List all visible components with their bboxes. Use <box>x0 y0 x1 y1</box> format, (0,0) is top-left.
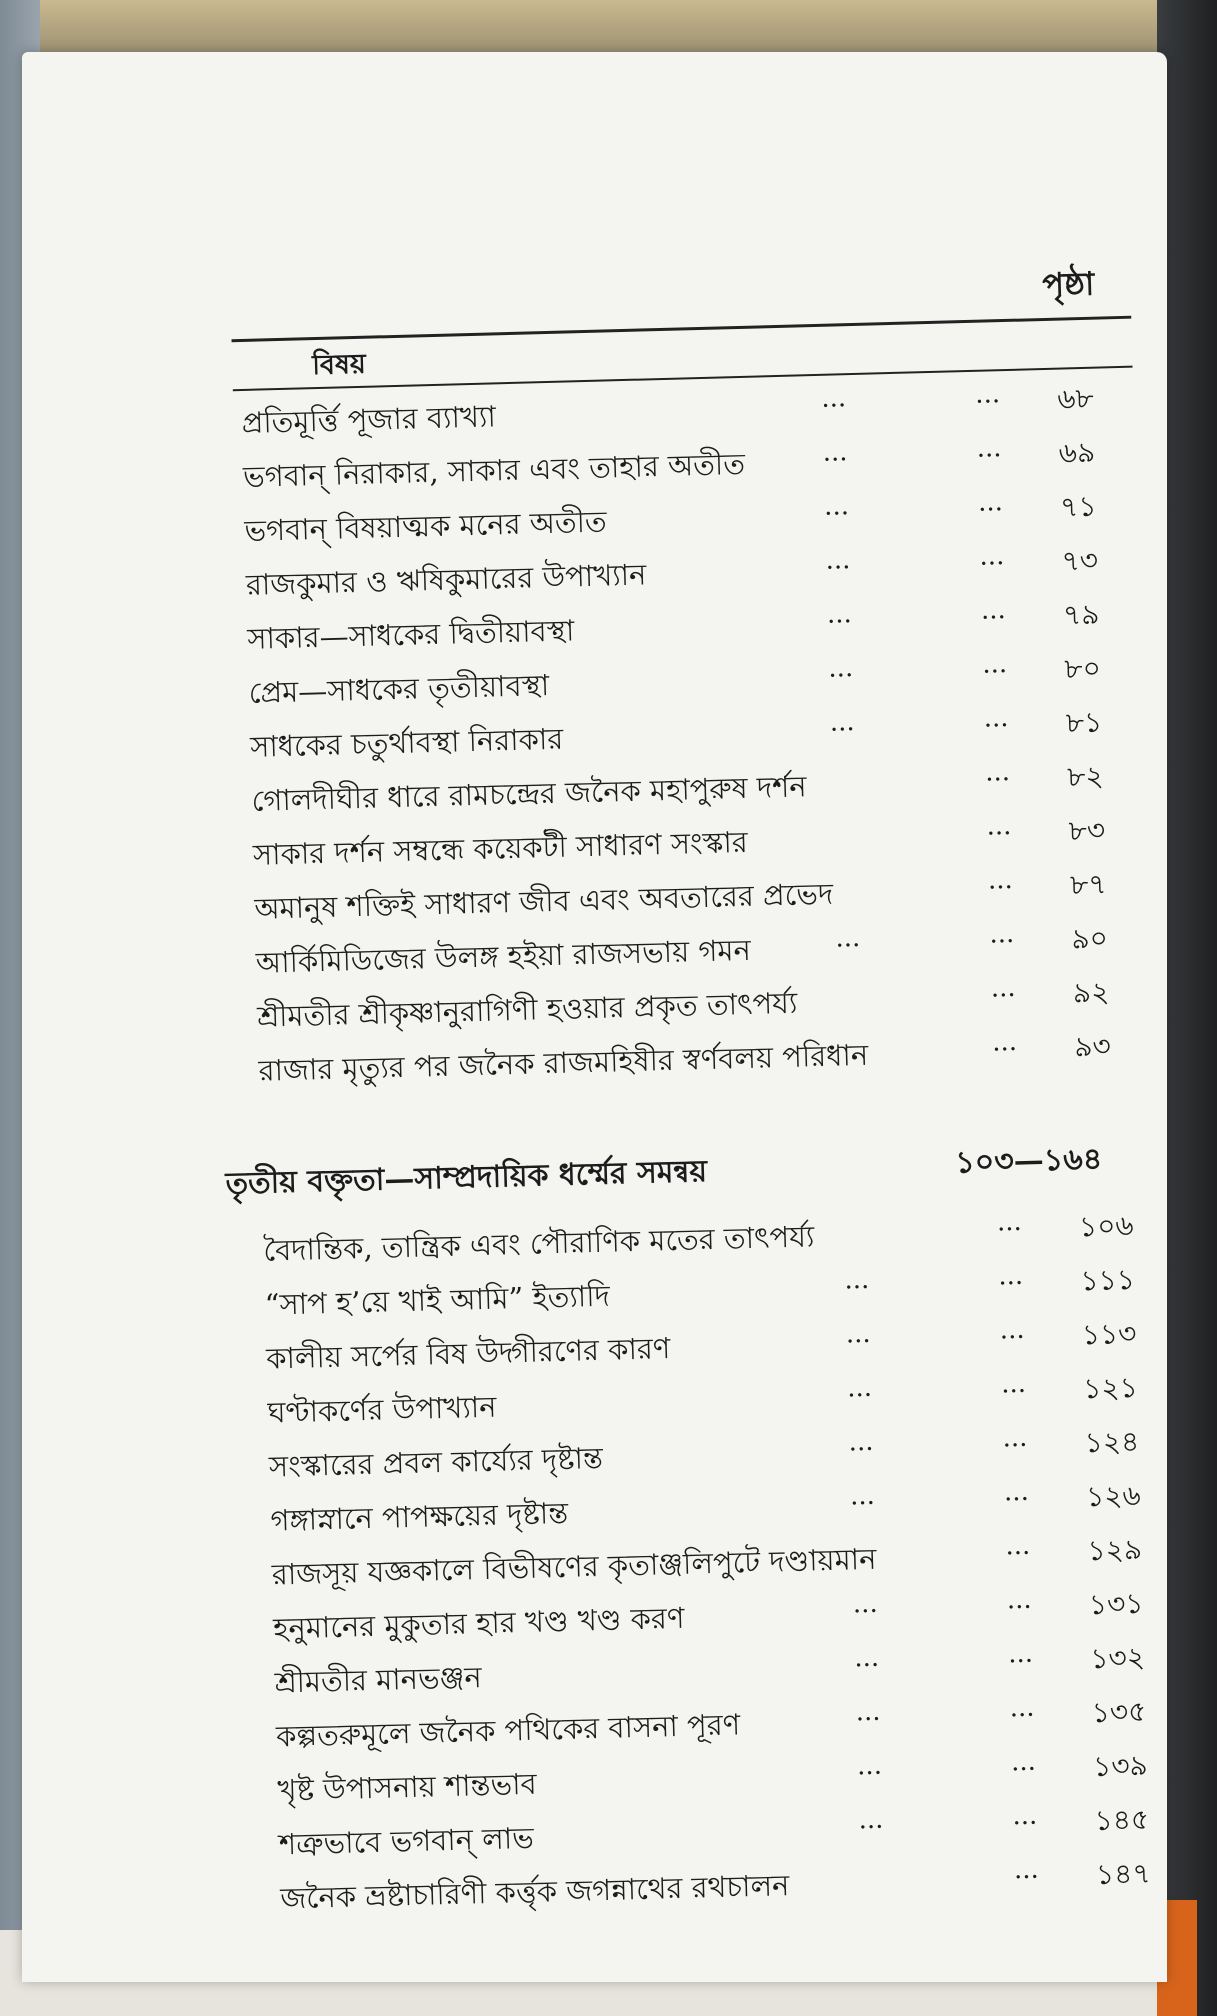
leader-dots: ... <box>1004 1530 1031 1562</box>
leader-dots: ... <box>858 1804 884 1836</box>
leader-dots: ... <box>1003 1476 1030 1508</box>
topic-column-header: বিষয় <box>311 348 367 382</box>
leader-dots: ... <box>976 433 1002 464</box>
leader-dots: ... <box>974 379 1001 410</box>
leader-dots: ... <box>1000 1368 1027 1400</box>
entry-title: গঙ্গাস্নানে পাপক্ষয়ের দৃষ্টান্ত <box>270 1495 569 1538</box>
leader-dots: ... <box>823 491 850 522</box>
entry-page-number: ১১১ <box>1080 1262 1136 1298</box>
entry-title: শত্রুভাবে ভগবান্ লাভ <box>278 1820 535 1862</box>
leader-dots: ... <box>986 811 1012 842</box>
entry-title: বৈদান্তিক, তান্ত্রিক এবং পৌরাণিক মতের তাৎপর্য্য <box>262 1219 815 1268</box>
leader-dots: ... <box>984 757 1011 788</box>
entry-page-number: ৭৯ <box>1062 597 1100 632</box>
entry-page-number: ৮১ <box>1065 705 1103 740</box>
leader-dots: ... <box>835 923 861 954</box>
entry-title: সাধকের চতুর্থাবস্থা নিরাকার <box>249 721 564 764</box>
leader-dots: ... <box>1007 1638 1034 1670</box>
entry-page-number: ৮৭ <box>1069 867 1107 902</box>
leader-dots: ... <box>843 1264 870 1296</box>
leader-dots: ... <box>1010 1746 1037 1778</box>
leader-dots: ... <box>848 1426 874 1458</box>
entry-title: সাকার দর্শন সম্বন্ধে কয়েকটী সাধারণ সংস্কার <box>252 824 749 872</box>
entry-page-number: ১২৯ <box>1087 1532 1143 1568</box>
entry-title: সাকার—সাধকের দ্বিতীয়াবস্থা <box>246 613 575 656</box>
leader-dots: ... <box>849 1480 876 1512</box>
page-column-header: পৃষ্ঠা <box>1041 264 1095 304</box>
toc-section-2 <box>227 1197 1175 1923</box>
table-of-contents <box>202 257 1151 1916</box>
entry-page-number: ৭৩ <box>1061 543 1099 578</box>
leader-dots: ... <box>991 1026 1018 1058</box>
section-page-range: ১০৩—১৬৪ <box>954 1141 1103 1181</box>
entry-title: আর্কিমিডিজের উলঙ্গ হইয়া রাজসভায় গমন <box>255 932 752 980</box>
leader-dots: ... <box>856 1750 883 1782</box>
entry-title: “সাপ হ’য়ে খাই আমি” ইত্যাদি <box>264 1278 611 1322</box>
book-page <box>22 52 1167 1982</box>
leader-dots: ... <box>845 1318 871 1350</box>
leader-dots: ... <box>825 545 851 576</box>
leader-dots: ... <box>996 1206 1023 1238</box>
entry-title: ভগবান্ বিষয়াত্মক মনের অতীত <box>244 504 608 548</box>
leader-dots: ... <box>997 1260 1024 1292</box>
toc-section-1 <box>205 370 1153 1096</box>
entry-title: প্রতিমূর্ত্তি পূজার ব্যাখ্যা <box>241 399 497 441</box>
entry-page-number: ৯০ <box>1071 921 1109 956</box>
leader-dots: ... <box>987 864 1014 896</box>
entry-page-number: ১৩৫ <box>1091 1694 1147 1730</box>
leader-dots: ... <box>979 541 1005 572</box>
leader-dots: ... <box>1013 1854 1040 1886</box>
entry-page-number: ৯৩ <box>1073 1029 1112 1064</box>
entry-title: রাজকুমার ও ঋষিকুমারের উপাখ্যান <box>245 557 647 602</box>
entry-page-number: ১২৪ <box>1084 1424 1140 1460</box>
entry-title: ভগবান্ নিরাকার, সাকার এবং তাহার অতীত <box>242 446 746 494</box>
entry-title: গোলদীঘীর ধারে রামচন্দ্রের জনৈক মহাপুরুষ দর্শন <box>251 769 807 818</box>
leader-dots: ... <box>853 1642 880 1674</box>
leader-dots: ... <box>1002 1422 1028 1454</box>
leader-dots: ... <box>846 1372 873 1404</box>
entry-page-number: ৬৯ <box>1058 435 1096 470</box>
entry-page-number: ১০৬ <box>1078 1208 1135 1244</box>
entry-title: শ্রীমতীর শ্রীকৃষ্ণানুরাগিণী হওয়ার প্রকৃত তাৎপর্য্য <box>256 985 798 1034</box>
leader-dots: ... <box>820 383 847 414</box>
entry-page-number: ৮০ <box>1063 651 1102 686</box>
entry-title: শ্রীমতীর মানভঞ্জন <box>274 1660 483 1700</box>
entry-page-number: ১২৬ <box>1085 1478 1142 1514</box>
entry-page-number: ৭১ <box>1059 489 1097 524</box>
leader-dots: ... <box>977 487 1004 518</box>
leader-dots: ... <box>999 1314 1025 1346</box>
entry-title: প্রেম—সাধকের তৃতীয়াবস্থা <box>248 668 550 710</box>
entry-title: ঘণ্টাকর্ণের উপাখ্যান <box>267 1389 497 1430</box>
leader-dots: ... <box>983 703 1009 734</box>
entry-page-number: ১১৩ <box>1081 1316 1137 1352</box>
leader-dots: ... <box>1009 1692 1035 1724</box>
entry-title: সংস্কারের প্রবল কার্য্যের দৃষ্টান্ত <box>268 1440 604 1484</box>
leader-dots: ... <box>980 595 1007 626</box>
leader-dots: ... <box>990 972 1016 1004</box>
entry-page-number: ৬৮ <box>1056 381 1095 416</box>
leader-dots: ... <box>1012 1800 1038 1832</box>
entry-page-number: ১৪৭ <box>1095 1856 1151 1892</box>
entry-page-number: ১৩১ <box>1088 1586 1144 1622</box>
entry-title: খৃষ্ট উপাসনায় শান্তভাব <box>277 1766 538 1808</box>
leader-dots: ... <box>1006 1584 1032 1616</box>
entry-page-number: ৮৩ <box>1068 813 1106 848</box>
entry-title: হনুমানের মুকুতার হার খণ্ড খণ্ড করণ <box>272 1600 685 1646</box>
entry-page-number: ১৩২ <box>1089 1640 1146 1676</box>
leader-dots: ... <box>829 707 855 738</box>
leader-dots: ... <box>822 437 848 468</box>
entry-title: রাজসূয় যজ্ঞকালে বিভীষণের কৃতাঞ্জলিপুটে দণ্ডায়মান <box>271 1541 877 1592</box>
entry-page-number: ১৪৫ <box>1094 1802 1150 1838</box>
leader-dots: ... <box>826 599 853 630</box>
entry-title: জনৈক ভ্রষ্টাচারিণী কর্ত্তৃক জগন্নাথের রথচালন <box>279 1868 790 1916</box>
leader-dots: ... <box>855 1696 881 1728</box>
section-heading <box>225 1127 1156 1211</box>
entry-title: অমানুষ শক্তিই সাধারণ জীব এবং অবতারের প্রভেদ <box>253 876 834 926</box>
leader-dots: ... <box>981 649 1008 680</box>
entry-title: কল্পতরুমূলে জনৈক পথিকের বাসনা পূরণ <box>275 1707 741 1754</box>
leader-dots: ... <box>827 653 854 684</box>
header-rule <box>232 316 1132 343</box>
entry-page-number: ১২১ <box>1082 1370 1139 1406</box>
entry-page-number: ১৩৯ <box>1092 1748 1149 1784</box>
entry-title: রাজার মৃত্যুর পর জনৈক রাজমহিষীর স্বর্ণবলয় পরিধান <box>258 1037 869 1088</box>
leader-dots: ... <box>852 1588 879 1620</box>
entry-page-number: ৯২ <box>1072 975 1110 1010</box>
section-title: তৃতীয় বক্তৃতা—সাম্প্রদায়িক ধর্ম্মের সমন্বয় <box>225 1154 708 1202</box>
entry-title: কালীয় সর্পের বিষ উদ্গীরণের কারণ <box>265 1331 671 1376</box>
leader-dots: ... <box>988 918 1015 950</box>
entry-page-number: ৮২ <box>1066 759 1105 794</box>
